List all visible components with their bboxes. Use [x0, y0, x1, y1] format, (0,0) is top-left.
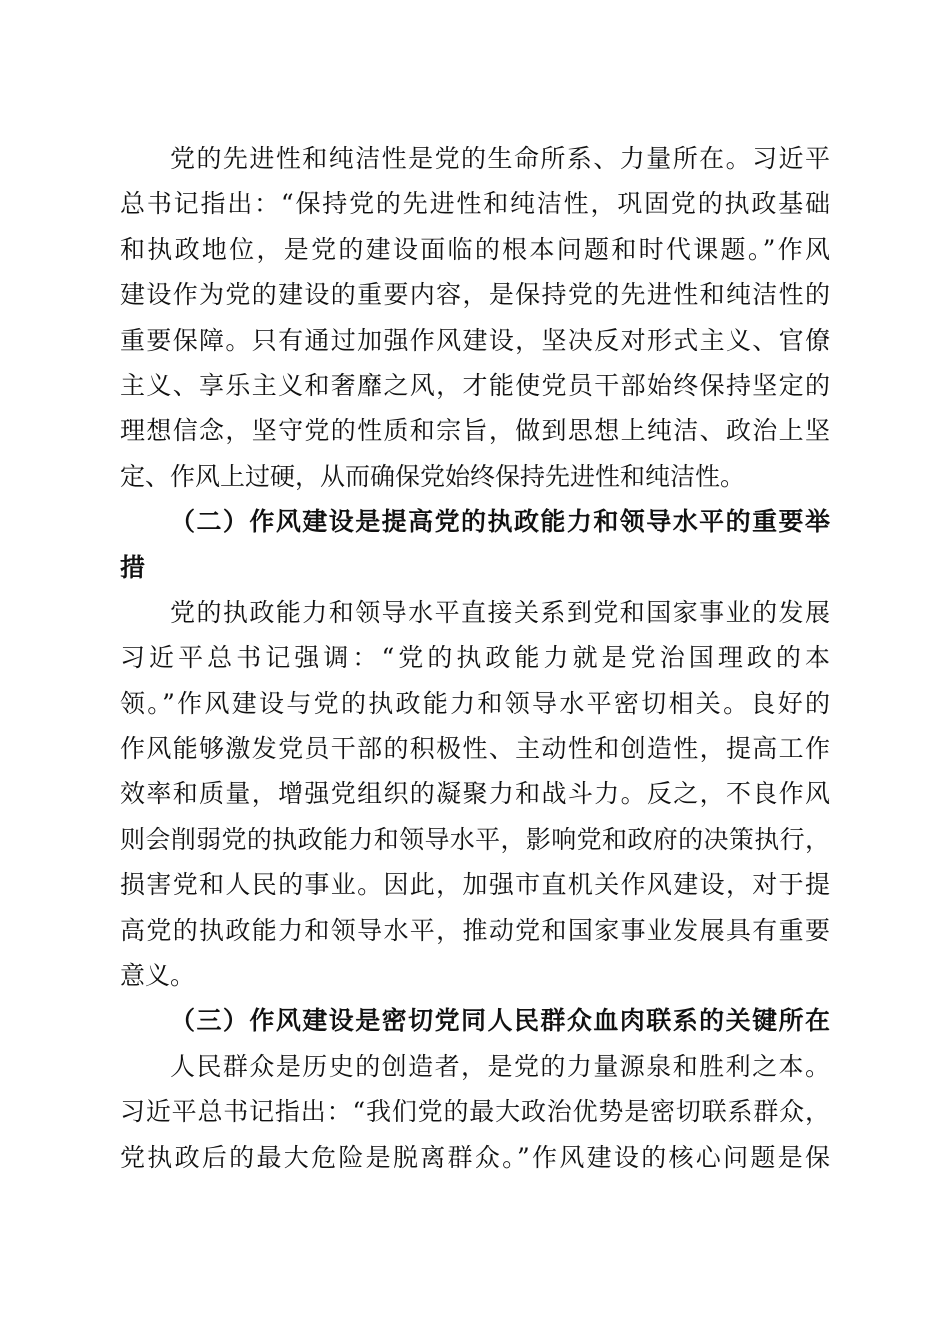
- paragraph-line: 领。”作风建设与党的执政能力和领导水平密切相关。良好的: [120, 688, 830, 718]
- paragraph-line: 重要保障。只有通过加强作风建设，坚决反对形式主义、官僚: [120, 325, 830, 355]
- paragraph-line: 定、作风上过硬，从而确保党始终保持先进性和纯洁性。: [120, 461, 746, 491]
- paragraph-line: 党执政后的最大危险是脱离群众。”作风建设的核心问题是保: [120, 1142, 830, 1172]
- paragraph-line: 高党的执政能力和领导水平，推动党和国家事业发展具有重要: [120, 915, 830, 945]
- section-heading-line: （二）作风建设是提高党的执政能力和领导水平的重要举: [170, 507, 830, 537]
- paragraph-line: 作风能够激发党员干部的积极性、主动性和创造性，提高工作: [120, 734, 830, 764]
- paragraph-line: 建设作为党的建设的重要内容，是保持党的先进性和纯洁性的: [120, 280, 830, 310]
- paragraph-line: 习近平总书记指出：“我们党的最大政治优势是密切联系群众，: [120, 1097, 830, 1127]
- paragraph-line: 总书记指出：“保持党的先进性和纯洁性，巩固党的执政基础: [120, 189, 830, 219]
- paragraph-line: 习近平总书记强调：“党的执政能力就是党治国理政的本: [120, 643, 830, 673]
- paragraph-line: 党的执政能力和领导水平直接关系到党和国家事业的发展: [170, 597, 830, 627]
- paragraph-line: 效率和质量，增强党组织的凝聚力和战斗力。反之，不良作风: [120, 779, 830, 809]
- paragraph-line: 和执政地位，是党的建设面临的根本问题和时代课题。”作风: [120, 234, 830, 264]
- paragraph-line: 人民群众是历史的创造者，是党的力量源泉和胜利之本。: [170, 1051, 830, 1081]
- paragraph-line: 主义、享乐主义和奢靡之风，才能使党员干部始终保持坚定的: [120, 370, 830, 400]
- paragraph-line: 党的先进性和纯洁性是党的生命所系、力量所在。习近平: [170, 144, 830, 173]
- section-heading-line: 措: [120, 552, 146, 582]
- paragraph-line: 意义。: [120, 961, 196, 991]
- paragraph-line: 理想信念，坚守党的性质和宗旨，做到思想上纯洁、政治上坚: [120, 416, 830, 446]
- document-body: [120, 140, 830, 1184]
- section-heading-line: （三）作风建设是密切党同人民群众血肉联系的关键所在: [170, 1006, 830, 1036]
- paragraph-line: 则会削弱党的执政能力和领导水平，影响党和政府的决策执行，: [120, 824, 830, 854]
- paragraph-line: 损害党和人民的事业。因此，加强市直机关作风建设，对于提: [120, 870, 830, 900]
